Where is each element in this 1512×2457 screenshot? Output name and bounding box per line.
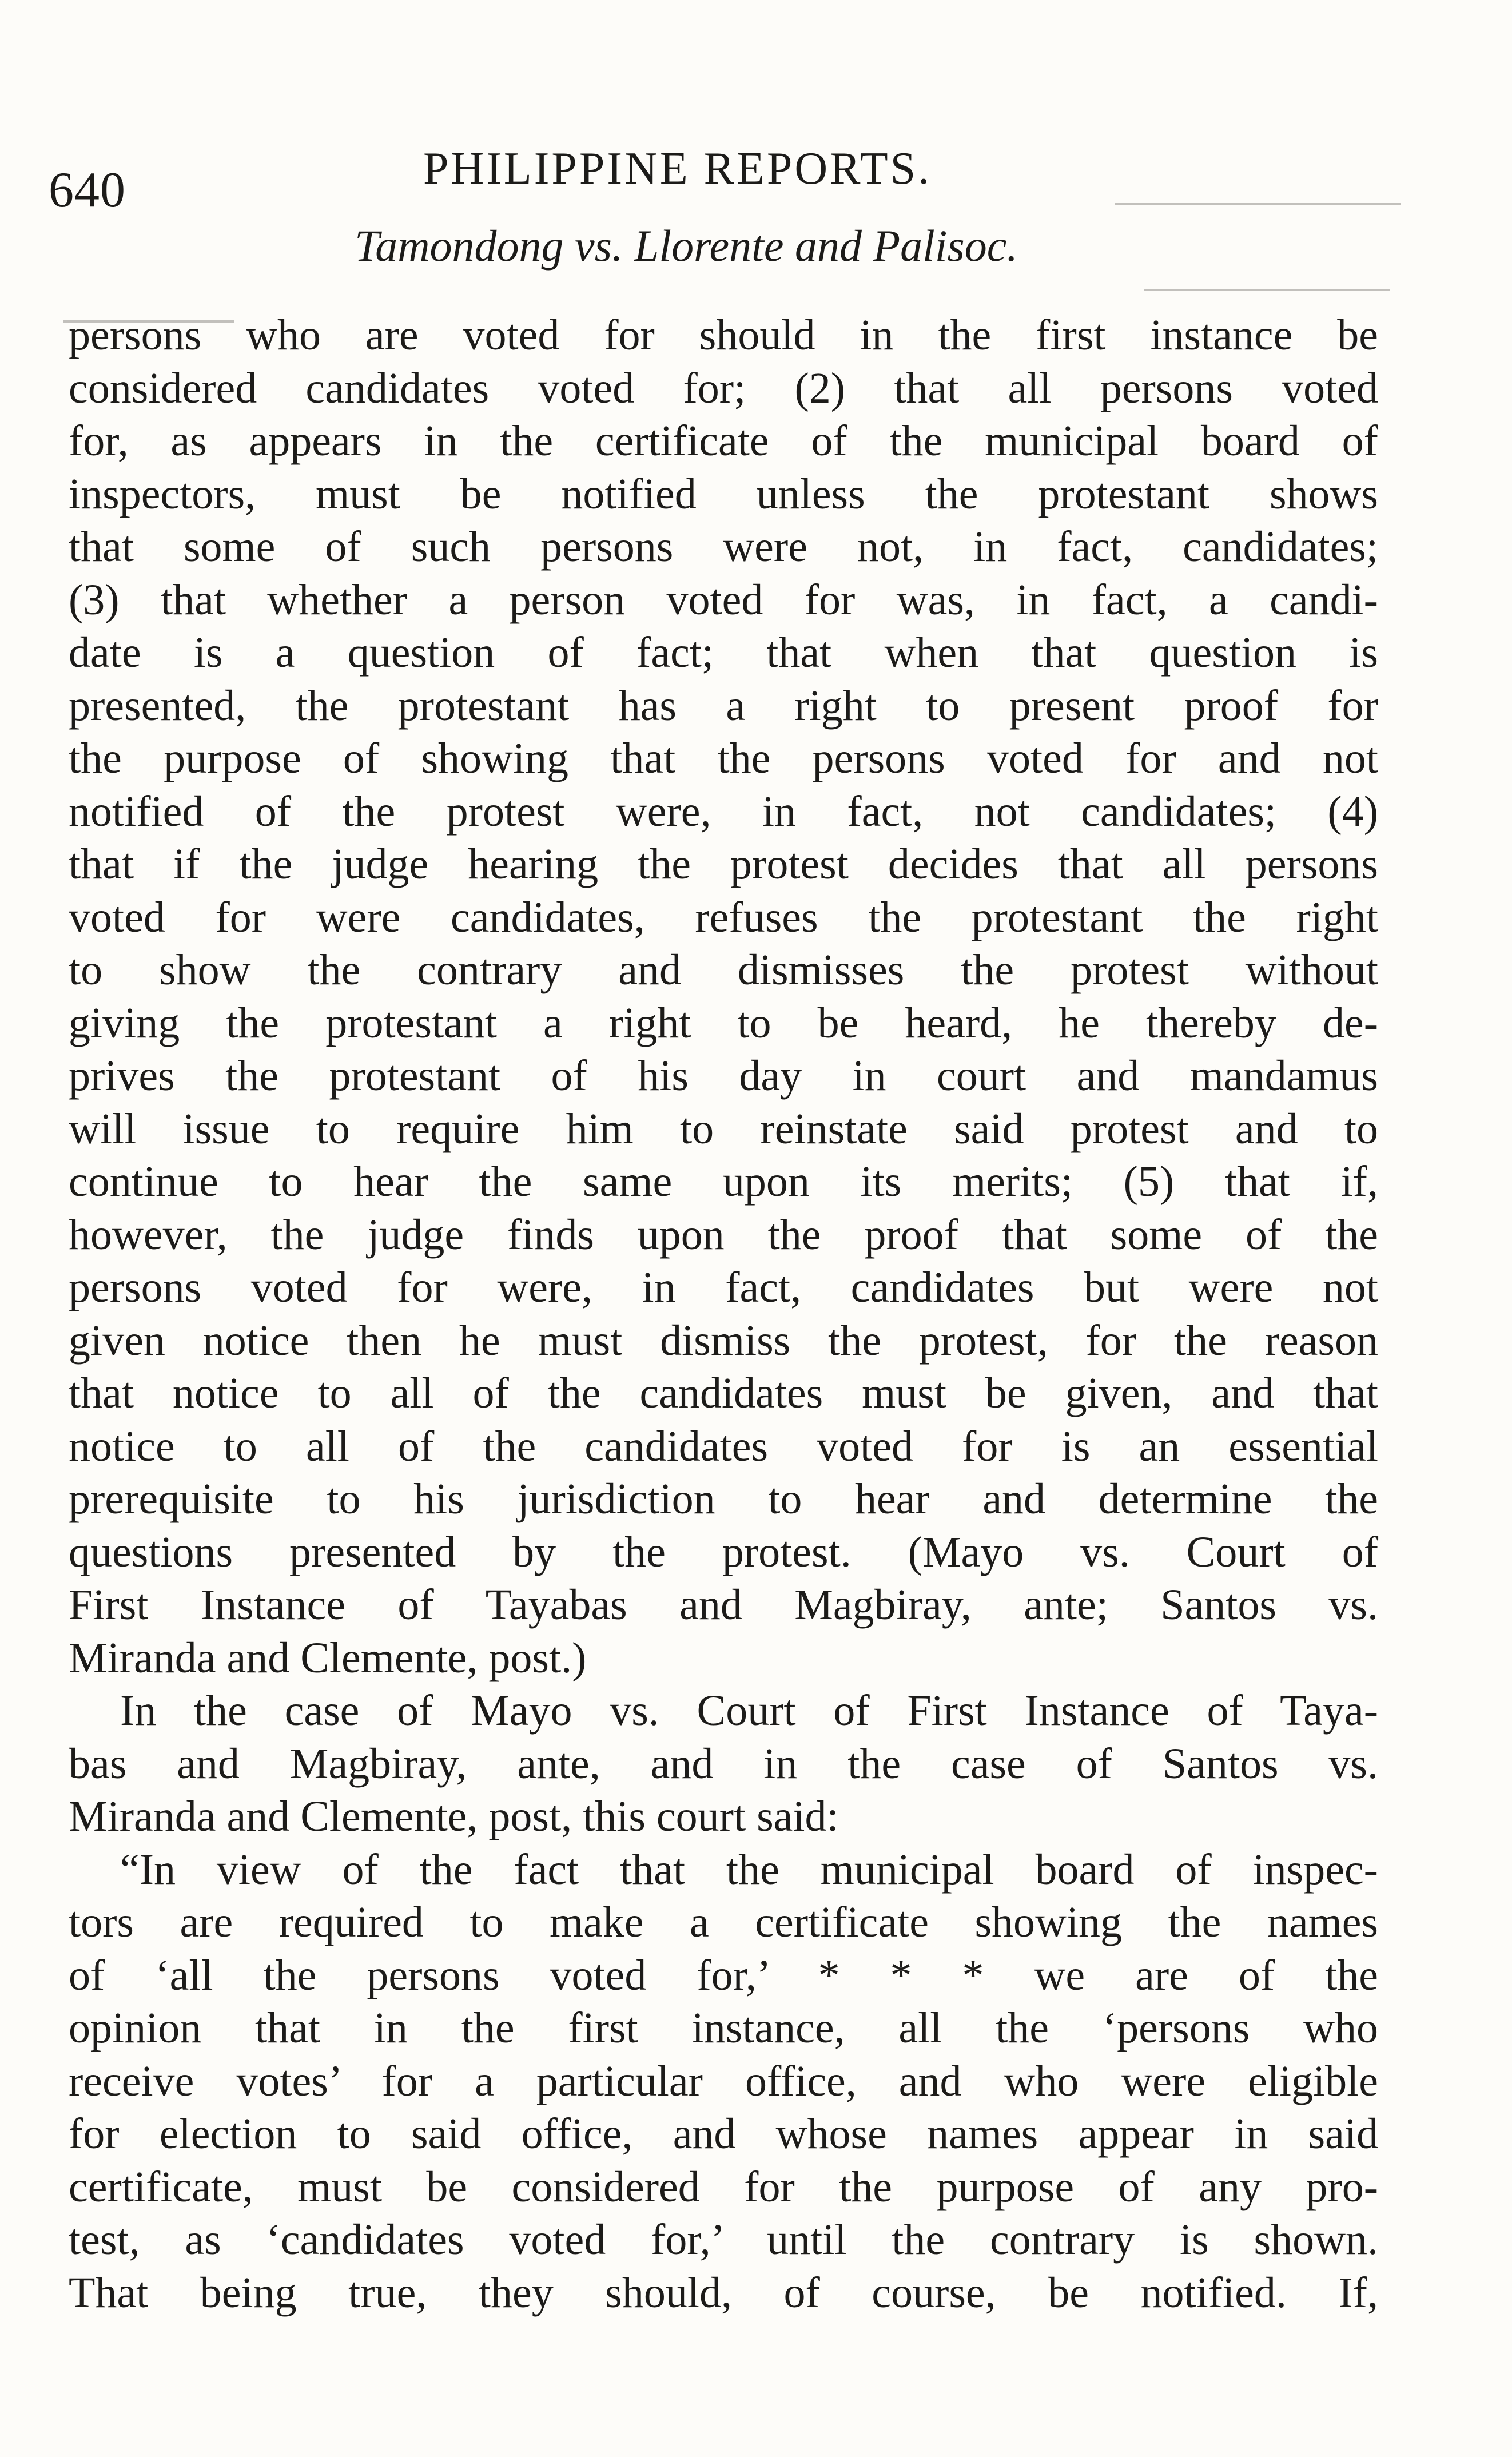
- text-line: presented, the protestant has a right to present proof for: [69, 681, 1378, 730]
- text-line: certificate, must be considered for the purpose of any pro-: [69, 2162, 1378, 2211]
- title-rule-right: [1144, 289, 1390, 291]
- text-line: Miranda and Clemente, post.): [69, 1633, 587, 1682]
- text-line: First Instance of Tayabas and Magbiray, ante; Santos vs.: [69, 1581, 1378, 1629]
- text-line: That being true, they should, of course, be notified. If,: [69, 2268, 1378, 2317]
- text-line: “In view of the fact that the municipal board of inspec-: [120, 1845, 1378, 1894]
- text-line: however, the judge finds upon the proof that some of the: [69, 1210, 1378, 1259]
- page-number: 640: [49, 162, 126, 218]
- text-line: (3) that whether a person voted for was, in fact, a candi-: [69, 575, 1378, 624]
- text-line: opinion that in the first instance, all the ‘persons who: [69, 2004, 1378, 2052]
- running-head: PHILIPPINE REPORTS.: [423, 144, 932, 194]
- header-rule-right: [1115, 203, 1401, 205]
- text-line: prerequisite to his jurisdiction to hear and determine the: [69, 1475, 1378, 1523]
- text-line: considered candidates voted for; (2) that all persons voted: [69, 364, 1378, 412]
- text-line: date is a question of fact; that when that question is: [69, 629, 1378, 677]
- text-line: Miranda and Clemente, post, this court said:: [69, 1792, 839, 1840]
- text-line: test, as ‘candidates voted for,’ until the contrary is shown.: [69, 2216, 1378, 2264]
- text-line: that notice to all of the candidates must be given, and that: [69, 1369, 1378, 1417]
- text-line: voted for were candidates, refuses the protestant the right: [69, 893, 1378, 941]
- body-text: [69, 309, 1378, 2319]
- text-line: continue to hear the same upon its merits; (5) that if,: [69, 1158, 1378, 1206]
- text-line: to show the contrary and dismisses the protest without: [69, 946, 1378, 994]
- text-line: bas and Magbiray, ante, and in the case of Santos vs.: [69, 1739, 1378, 1788]
- text-line: that if the judge hearing the protest decides that all persons: [69, 840, 1378, 888]
- text-line: giving the protestant a right to be heard, he thereby de-: [69, 999, 1378, 1047]
- text-line: for election to said office, and whose names appear in said: [69, 2110, 1378, 2158]
- text-line: inspectors, must be notified unless the protestant shows: [69, 470, 1378, 518]
- case-title: Tamondong vs. Llorente and Palisoc.: [355, 221, 1018, 271]
- text-line: will issue to require him to reinstate said protest and to: [69, 1104, 1378, 1153]
- text-line: In the case of Mayo vs. Court of First Instance of Taya-: [120, 1687, 1378, 1735]
- text-line: notice to all of the candidates voted for is an essential: [69, 1422, 1378, 1470]
- text-line: that some of such persons were not, in fact, candidates;: [69, 523, 1378, 571]
- text-line: tors are required to make a certificate showing the names: [69, 1898, 1378, 1946]
- text-line: notified of the protest were, in fact, not candidates; (4): [69, 787, 1378, 836]
- text-line: persons voted for were, in fact, candidates but were not: [69, 1263, 1378, 1311]
- text-line: prives the protestant of his day in court and mandamus: [69, 1052, 1378, 1100]
- text-line: the purpose of showing that the persons voted for and not: [69, 734, 1378, 782]
- text-line: receive votes’ for a particular office, and who were eligible: [69, 2057, 1378, 2105]
- text-line: for, as appears in the certificate of the municipal board of: [69, 417, 1378, 465]
- text-line: given notice then he must dismiss the protest, for the reason: [69, 1316, 1378, 1365]
- text-line: questions presented by the protest. (Mayo vs. Court of: [69, 1528, 1378, 1576]
- text-line: of ‘all the persons voted for,’ * * * we are of the: [69, 1951, 1378, 1999]
- text-line: persons who are voted for should in the first instance be: [69, 311, 1378, 359]
